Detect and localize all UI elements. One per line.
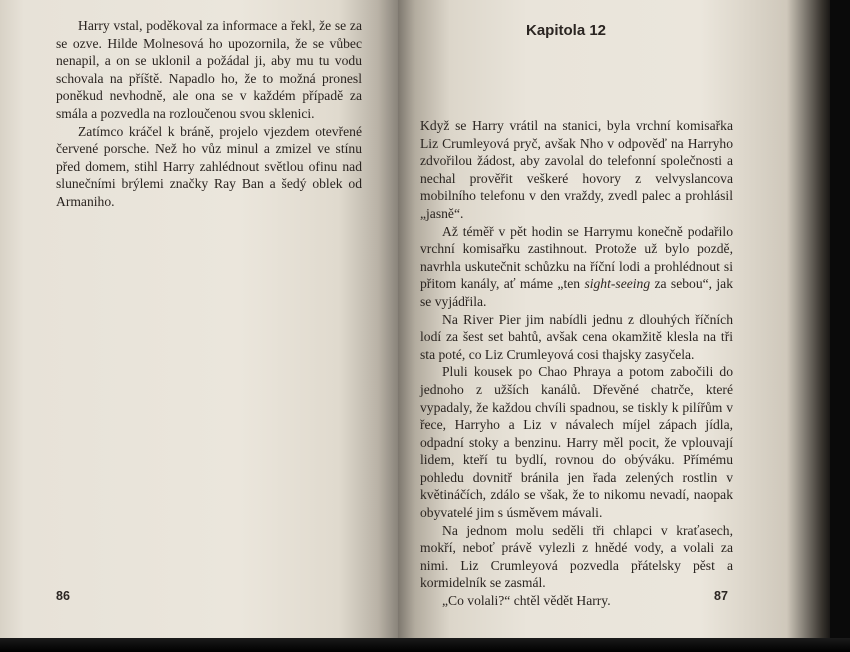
left-page-number: 86 xyxy=(56,589,70,603)
right-paragraph: Na River Pier jim nabídli jednu z dlouhých říčních lodí za šest set bahtů, avšak cena okamžitě klesla na tři sta poté, co Liz Crumleyová cosi thajsky zasyčela. xyxy=(420,311,733,362)
paragraph-text: Až téměř v pět hodin se Harrymu konečně podařilo vrchní komisařku zastihnout. Protože už bylo pozdě, navrhla uskutečnit schůzku na říční lodi a prohlédnout si přitom kanály, ať máme „ten xyxy=(420,223,733,292)
left-page xyxy=(0,0,398,638)
background-edge xyxy=(0,638,850,652)
left-paragraph: Harry vstal, poděkoval za informace a řekl, že se za se ozve. Hilde Molnesová ho upozornila, že se vůbec nenapil, a on se uklonil a požádal ji, aby mu tu vodu schovala na příště. Napadlo ho, že to možná pronesl poněkud nevhodně, ale ona se v každém případě za smála a pozvedla na rozloučenou svou sklenici. xyxy=(56,18,362,121)
right-paragraph: „Co volali?“ chtěl vědět Harry. xyxy=(442,593,611,609)
right-paragraph: Když se Harry vrátil na stanici, byla vrchní komisařka Liz Crumleyová pryč, avšak Nho v odpověď na Harryho zdvořilou žádost, aby zavolal do telefonní společnosti a nechal prověřit veškeré hovory z velvyslancova mobilního telefonu v den vraždy, zvedl palec a prohlásil „jasně“. xyxy=(420,118,733,221)
chapter-title: Kapitola 12 xyxy=(526,22,607,39)
right-page-number: 87 xyxy=(714,589,728,603)
right-paragraph xyxy=(420,223,733,311)
right-paragraph: Pluli kousek po Chao Phraya a potom zabočili do jednoho z užších kanálů. Dřevěné chatrče, které vypadaly, že každou chvíli spadnou, se tiskly k pilířům v řece, Harryho a Liz v návalech míjel zápach jídla, odpadní stoky a benzinu. Harry měl pocit, že vplouvají lidem, kteří tu bydlí, rovnou do obýváku. Přímému pohledu dovnitř bránila jen řada zelených rostlin v květináčích, zdálo se však, že to nikomu nevadí, naopak obyvatelé jim s úsměvem mávali. xyxy=(420,364,733,521)
right-paragraph: Na jednom molu seděli tři chlapci v kraťasech, mokří, neboť právě vylezli z hnědé vody, a volali za nimi. Liz Crumleyová pozvedla přátelsky pěst a kormidelník se zasmál. xyxy=(420,522,733,591)
left-page-body xyxy=(56,17,362,211)
right-page-body xyxy=(420,117,733,610)
left-paragraph: Zatímco kráčel k bráně, projelo vjezdem otevřené červené porsche. Než ho vůz minul a zmizel ve stínu před domem, stihl Harry zahlédnout světlou ofinu nad slunečními brýlemi značky Ray Ban a šedý oblek od Armaniho. xyxy=(56,123,362,209)
right-page xyxy=(398,0,830,638)
emphasized-term: sight-seeing xyxy=(584,276,651,292)
paragraph-text: za sebou“, jak se vyjádřila. xyxy=(420,276,733,309)
